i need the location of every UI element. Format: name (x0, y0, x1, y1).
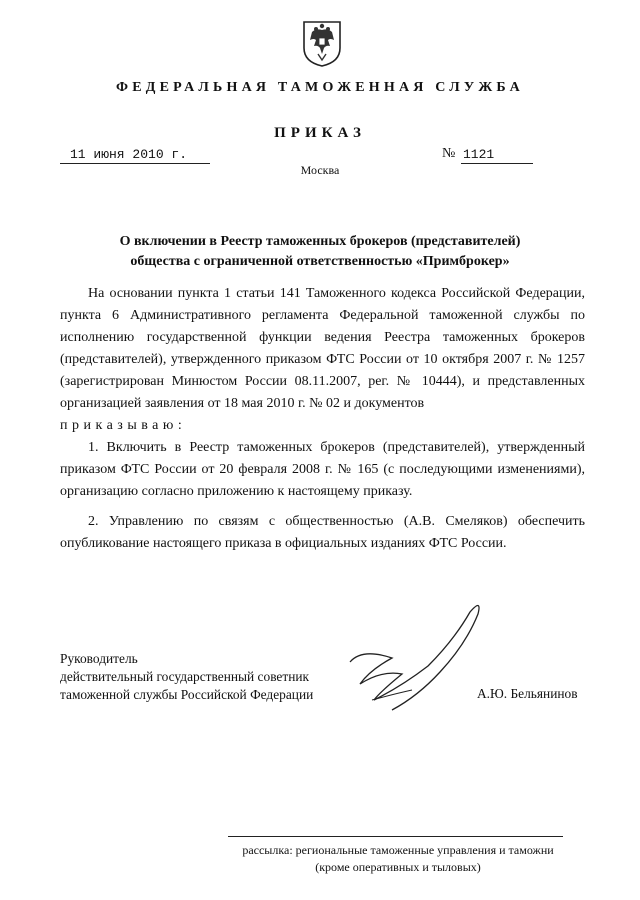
order-title-line-2: общества с ограниченной ответственностью «Примброкер» (130, 254, 510, 269)
order-item-1: 1. Включить в Реестр таможенных брокеров (представителей), утвержденный приказом ФТС России от 20 февраля 2008 г. № 165 (с последующими изменениями), организацию согласно приложению к настоящему приказу. (60, 440, 585, 499)
distribution-list (228, 842, 568, 876)
order-title (60, 232, 580, 272)
coat-of-arms-emblem-icon (300, 18, 344, 68)
signatory-title-1: Руководитель (60, 651, 138, 666)
order-title-line-1: О включении в Реестр таможенных брокеров (представителей) (119, 234, 521, 249)
order-body (60, 283, 585, 555)
number-label: № (442, 146, 456, 161)
order-number: 1121 (461, 147, 533, 164)
distribution-rule (228, 836, 563, 837)
signatory-title-2: действительный государственный советник (60, 669, 310, 684)
document-type: ПРИКАЗ (274, 125, 366, 141)
signatory-block (60, 650, 313, 704)
order-word: приказываю: (60, 418, 187, 433)
order-date: 11 июня 2010 г. (60, 147, 210, 164)
preamble-paragraph: На основании пункта 1 статьи 141 Таможенного кодекса Российской Федерации, пункта 6 Административного регламента Федеральной таможенной службы по исполнению государственной функции ведения Реестра таможенных брокеров (представителей), утвержденного приказом ФТС России от 10 октября 2007 г. № 1257 (зарегистрирован Минюстом России 08.11.2007, рег. № 10444), и представленных организацией заявления от 18 мая 2010 г. № 02 и документов (60, 286, 585, 411)
signer-name: А.Ю. Бельянинов (477, 686, 578, 701)
order-item-2: 2. Управлению по связям с общественностью (А.В. Смеляков) обеспечить опубликование настоящего приказа в официальных изданиях ФТС России. (60, 514, 585, 551)
city: Москва (300, 163, 340, 177)
distribution-line-2: (кроме оперативных и тыловых) (315, 860, 481, 874)
signatory-title-3: таможенной службы Российской Федерации (60, 687, 314, 702)
agency-name: ФЕДЕРАЛЬНАЯ ТАМОЖЕННАЯ СЛУЖБА (116, 80, 524, 95)
distribution-line-1: рассылка: региональные таможенные управления и таможни (242, 843, 554, 857)
handwritten-signature (332, 600, 502, 725)
